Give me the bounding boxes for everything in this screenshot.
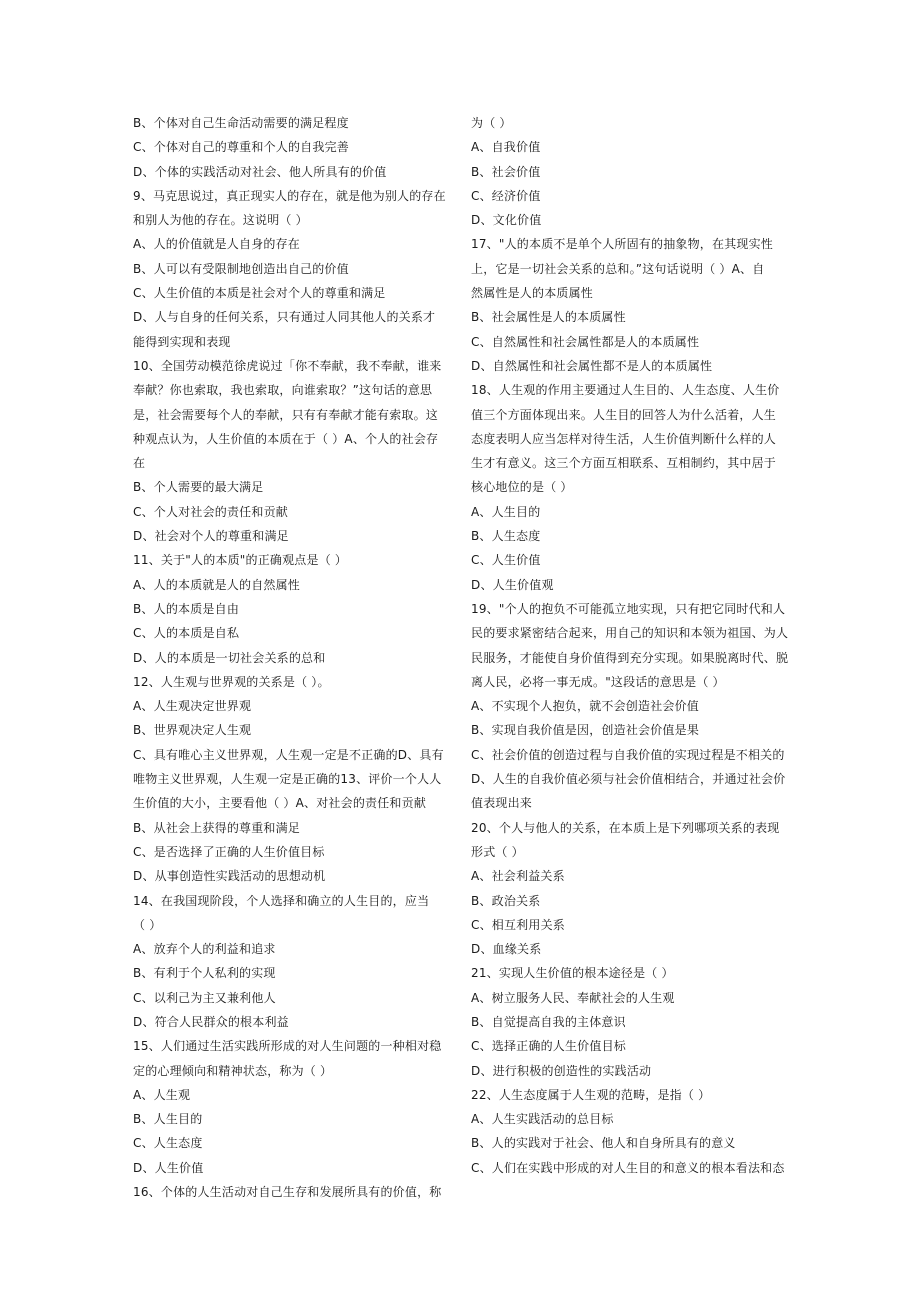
right-column-line: D、血缘关系 [471,942,542,957]
left-column [133,111,455,1204]
right-column-line: B、自觉提高自我的主体意识 [471,1014,626,1029]
left-column-line: C、个体对自己的尊重和个人的自我完善 [133,140,349,155]
left-column-line: 和别人为他的存在。这说明（ ） [133,213,308,228]
left-column-line: B、世界观决定人生观 [133,723,252,738]
left-column-line: B、个人需要的最大满足 [133,480,264,495]
right-column-line: 民服务，才能使自身价值得到充分实现。如果脱离时代、脱 [471,650,789,665]
left-column-line: 唯物主义世界观，人生观一定是正确的13、评价一个人人 [133,772,442,787]
left-column-line: 生价值的大小，主要看他（ ）A、对社会的责任和贡献 [133,796,427,811]
right-column-line: 17、"人的本质不是单个人所固有的抽象物，在其现实性 [471,237,773,252]
left-column-line: B、从社会上获得的尊重和满足 [133,820,301,835]
right-column-line: 核心地位的是（ ） [471,480,573,495]
left-column-line: C、人生态度 [133,1136,203,1151]
left-column-line: D、人生价值 [133,1160,204,1175]
right-column-line: B、人的实践对于社会、他人和自身所具有的意义 [471,1136,736,1151]
right-column-line: 18、人生观的作用主要通过人生目的、人生态度、人生价 [471,383,780,398]
right-column-line: B、社会价值 [471,164,541,179]
left-column-line: B、个体对自己生命活动需要的满足程度 [133,116,349,130]
right-column-line: 民的要求紧密结合起来，用自己的知识和本领为祖国、为人 [471,626,789,641]
left-column-line: C、个人对社会的责任和贡献 [133,504,288,519]
right-column-line: 生才有意义。这三个方面互相联系、互相制约，其中居于 [471,456,777,471]
right-column-line: B、社会属性是人的本质属性 [471,310,626,325]
left-column-line: D、人的本质是一切社会关系的总和 [133,650,326,665]
right-column-line: A、不实现个人抱负，就不会创造社会价值 [471,699,700,714]
left-column-line: 12、人生观与世界观的关系是（ ）。 [133,674,330,689]
left-column-line: （ ） [133,917,162,932]
right-column-line: C、社会价值的创造过程与自我价值的实现过程是不相关的 [471,747,785,762]
left-column-line: A、人生观决定世界观 [133,699,252,714]
left-column-line: 在 [133,456,146,471]
left-column-line: D、人与自身的任何关系，只有通过人同其他人的关系才 [133,310,436,325]
left-column-line: D、个体的实践活动对社会、他人所具有的价值 [133,164,387,179]
left-column-line: A、人的价值就是人自身的存在 [133,237,301,252]
right-column-line: B、实现自我价值是因，创造社会价值是果 [471,723,700,738]
left-column-line: C、以利己为主又兼利他人 [133,990,276,1005]
right-column-line: 然属性是人的本质属性 [471,286,594,301]
right-column-line: 形式（ ） [471,844,524,859]
left-column-line: 9、马克思说过，真正现实人的存在，就是他为别人的存在 [133,188,446,203]
right-column-line: C、人生价值 [471,553,541,568]
left-column-line: 14、在我国现阶段，个人选择和确立的人生目的，应当 [133,893,430,908]
right-column-line: 21、实现人生价值的根本途径是（ ） [471,966,674,981]
left-column-line: D、从事创造性实践活动的思想动机 [133,869,326,884]
right-column-line: 22、人生态度属于人生观的范畴，是指（ ） [471,1087,711,1102]
right-column-line: A、社会利益关系 [471,869,565,884]
right-column-line: B、政治关系 [471,893,541,908]
right-column-line: 值表现出来 [471,796,533,811]
left-column-line: A、人的本质就是人的自然属性 [133,577,301,592]
left-column-line: 奉献？你也索取，我也索取，向谁索取？”这句话的意思 [133,383,433,398]
right-column-line: C、人们在实践中形成的对人生目的和意义的根本看法和态 [471,1160,785,1175]
left-column-line: 能得到实现和表现 [133,334,231,349]
left-column-line: A、放弃个人的利益和追求 [133,942,276,957]
left-column-line: D、符合人民群众的根本利益 [133,1014,289,1029]
right-column-line: 离人民，必将一事无成。"这段话的意思是（ ） [471,674,725,689]
left-column-line: B、人生目的 [133,1112,203,1127]
left-column-line: C、是否选择了正确的人生价值目标 [133,844,325,859]
right-column-line: C、选择正确的人生价值目标 [471,1039,626,1054]
right-column-line: D、人生的自我价值必须与社会价值相结合，并通过社会价 [471,772,786,787]
left-column-line: B、人可以有受限制地创造出自己的价值 [133,261,349,276]
right-column-line: A、自我价值 [471,140,541,155]
right-column [471,111,793,1180]
left-column-line: 11、关于"人的本质"的正确观点是（ ） [133,553,348,568]
left-column-line: 16、个体的人生活动对自己生存和发展所具有的价值，称 [133,1185,442,1200]
left-column-line: A、人生观 [133,1087,191,1102]
right-column-line: 上，它是一切社会关系的总和。”这句话说明（ ）A、自 [471,261,765,276]
left-column-line: 是，社会需要每个人的奉献，只有有奉献才能有索取。这 [133,407,439,422]
right-column-line: C、经济价值 [471,188,541,203]
left-column-line: B、人的本质是自由 [133,601,240,616]
right-column-line: D、进行积极的创造性的实践活动 [471,1063,652,1078]
right-column-line: 为（ ） [471,116,512,130]
left-column-line: C、人生价值的本质是社会对个人的尊重和满足 [133,286,386,301]
right-column-line: C、相互利用关系 [471,917,565,932]
left-column-line: B、有利于个人私利的实现 [133,966,276,981]
right-column-line: D、文化价值 [471,213,542,228]
left-column-line: C、人的本质是自私 [133,626,240,641]
left-column-line: 种观点认为，人生价值的本质在于（ ）A、个人的社会存 [133,431,439,446]
right-column-line: 值三个方面体现出来。人生目的回答人为什么活着，人生 [471,407,777,422]
left-column-line: D、社会对个人的尊重和满足 [133,529,289,544]
right-column-line: 19、"个人的抱负不可能孤立地实现，只有把它同时代和人 [471,601,786,616]
right-column-line: A、树立服务人民、奉献社会的人生观 [471,990,675,1005]
left-column-line: 10、全国劳动模范徐虎说过「你不奉献，我不奉献，谁来 [133,358,442,373]
right-column-line: 态度表明人应当怎样对待生活，人生价值判断什么样的人 [471,431,777,446]
right-column-line: 20、个人与他人的关系，在本质上是下列哪项关系的表现 [471,820,780,835]
left-column-line: C、具有唯心主义世界观，人生观一定是不正确的D、具有 [133,747,444,762]
right-column-line: A、人生目的 [471,504,541,519]
right-column-line: D、人生价值观 [471,577,554,592]
left-column-line: 15、人们通过生活实践所形成的对人生问题的一种相对稳 [133,1039,442,1054]
right-column-line: D、自然属性和社会属性都不是人的本质属性 [471,358,713,373]
left-column-line: 定的心理倾向和精神状态，称为（ ） [133,1063,333,1078]
right-column-line: C、自然属性和社会属性都是人的本质属性 [471,334,700,349]
right-column-line: B、人生态度 [471,529,541,544]
right-column-line: A、人生实践活动的总目标 [471,1112,614,1127]
